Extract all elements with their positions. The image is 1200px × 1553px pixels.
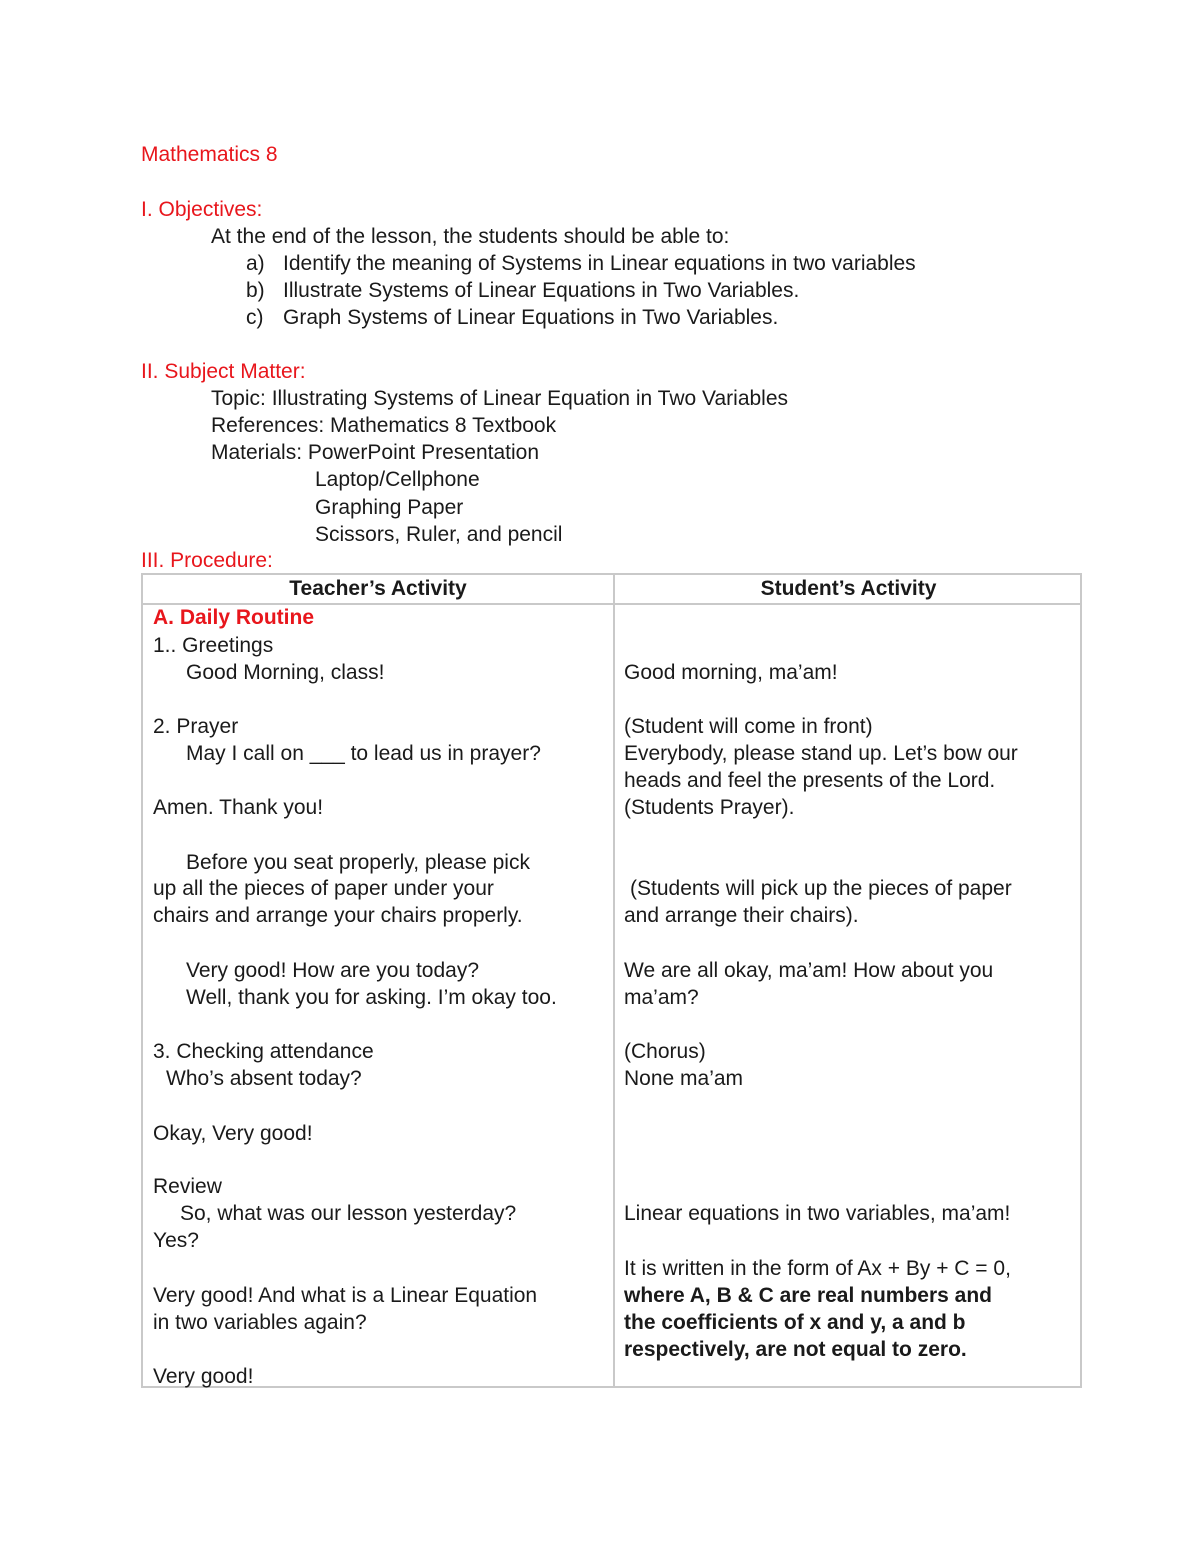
student-line: (Chorus): [624, 1040, 706, 1063]
teacher-line: Review: [153, 1175, 222, 1198]
teacher-line: 3. Checking attendance: [153, 1040, 374, 1063]
student-line: (Students will pick up the pieces of paper: [630, 877, 1012, 900]
objective-text: Graph Systems of Linear Equations in Two Variables.: [283, 306, 779, 329]
procedure-table: [141, 573, 1082, 1388]
table-column-divider: [613, 575, 615, 1386]
objectives-heading: I. Objectives:: [141, 198, 263, 221]
teacher-activity-header: Teacher’s Activity: [289, 577, 467, 600]
objective-item: [246, 277, 799, 304]
student-line: Linear equations in two variables, ma’am!: [624, 1202, 1011, 1225]
teacher-line: chairs and arrange your chairs properly.: [153, 904, 523, 927]
teacher-line: 2. Prayer: [153, 715, 239, 738]
objective-text: Identify the meaning of Systems in Linear equations in two variables: [283, 252, 916, 275]
objective-item: [246, 250, 916, 277]
objective-item: [246, 304, 778, 331]
teacher-line: in two variables again?: [153, 1311, 367, 1334]
document-title: Mathematics 8: [141, 143, 278, 166]
objectives-intro: At the end of the lesson, the students should be able to:: [211, 225, 730, 248]
student-line: Good morning, ma’am!: [624, 661, 838, 684]
subject-matter-heading: II. Subject Matter:: [141, 360, 306, 383]
list-marker: c): [246, 306, 264, 329]
teacher-line: Before you seat properly, please pick: [186, 851, 530, 874]
teacher-line: Very good! How are you today?: [186, 959, 480, 982]
list-marker: b): [246, 279, 265, 302]
materials-item: Graphing Paper: [315, 496, 464, 519]
teacher-line: 1.. Greetings: [153, 634, 274, 657]
teacher-line: Very good!: [153, 1365, 254, 1388]
student-activity-header: Student’s Activity: [760, 577, 937, 600]
topic-line: Topic: Illustrating Systems of Linear Equation in Two Variables: [211, 387, 789, 410]
teacher-line: So, what was our lesson yesterday?: [180, 1202, 517, 1225]
student-line: Everybody, please stand up. Let’s bow our: [624, 742, 1018, 765]
objective-text: Illustrate Systems of Linear Equations in Two Variables.: [283, 279, 800, 302]
teacher-line: Amen. Thank you!: [153, 796, 324, 819]
references-line: References: Mathematics 8 Textbook: [211, 414, 557, 437]
student-line: We are all okay, ma’am! How about you: [624, 959, 994, 982]
materials-item: Laptop/Cellphone: [315, 468, 480, 491]
student-line: respectively, are not equal to zero.: [624, 1338, 967, 1361]
teacher-line: Well, thank you for asking. I’m okay too.: [186, 986, 557, 1009]
teacher-line: up all the pieces of paper under your: [153, 877, 494, 900]
teacher-line: May I call on ___ to lead us in prayer?: [186, 742, 541, 765]
student-line: and arrange their chairs).: [624, 904, 859, 927]
daily-routine-heading: A. Daily Routine: [153, 606, 315, 629]
student-line: It is written in the form of Ax + By + C = 0,: [624, 1257, 1011, 1280]
list-marker: a): [246, 252, 265, 275]
teacher-line: Who’s absent today?: [166, 1067, 362, 1090]
teacher-line: Good Morning, class!: [186, 661, 385, 684]
materials-item: Scissors, Ruler, and pencil: [315, 523, 563, 546]
procedure-heading: III. Procedure:: [141, 549, 273, 572]
student-line: None ma’am: [624, 1067, 744, 1090]
materials-line: Materials: PowerPoint Presentation: [211, 441, 539, 464]
student-line: heads and feel the presents of the Lord.: [624, 769, 996, 792]
student-line: (Students Prayer).: [624, 796, 795, 819]
student-line: (Student will come in front): [624, 715, 873, 738]
teacher-line: Yes?: [153, 1229, 199, 1252]
student-line: ma’am?: [624, 986, 699, 1009]
student-line: where A, B & C are real numbers and: [624, 1284, 993, 1307]
student-line: the coefficients of x and y, a and b: [624, 1311, 966, 1334]
teacher-line: Okay, Very good!: [153, 1122, 313, 1145]
teacher-line: Very good! And what is a Linear Equation: [153, 1284, 538, 1307]
